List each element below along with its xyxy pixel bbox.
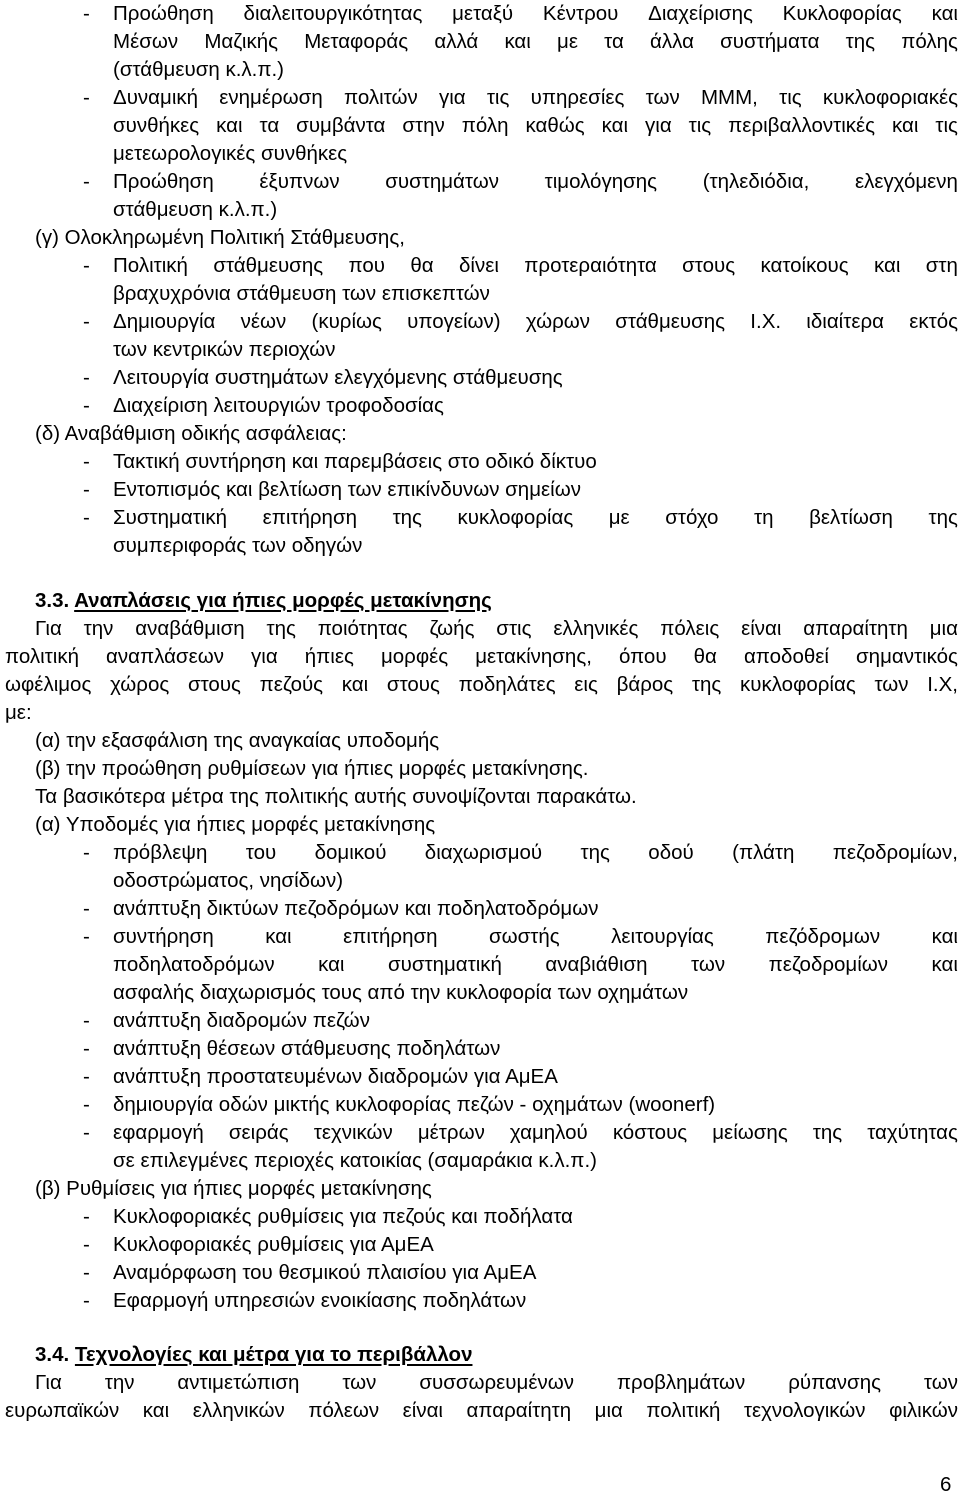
text-line: Δυναμική ενημέρωση πολιτών για τις υπηρεσίες των ΜΜΜ, τις κυκλοφοριακές — [113, 86, 958, 109]
text-line: σε επιλεγμένες περιοχές κατοικίας (σαμαράκια κ.λ.π.) — [113, 1149, 597, 1172]
text-line: Δημιουργία νέων (κυρίως υπογείων) χώρων στάθμευσης Ι.Χ. ιδιαίτερα εκτός — [113, 310, 958, 333]
text-line: (α) την εξασφάλιση της αναγκαίας υποδομής — [35, 729, 440, 752]
text-line: ανάπτυξη δικτύων πεζοδρόμων και ποδηλατοδρόμων — [113, 897, 599, 920]
text-line: (στάθμευση κ.λ.π.) — [113, 58, 285, 81]
text-line: Τακτική συντήρηση και παρεμβάσεις στο οδικό δίκτυο — [113, 450, 597, 473]
section-heading — [35, 587, 492, 615]
text-line: ωφέλιμος χώρος στους πεζούς και στους ποδηλάτες εις βάρος της κυκλοφορίας των Ι.Χ, — [5, 673, 958, 696]
bullet-dash: - — [83, 1261, 90, 1284]
text-line: (γ) Ολοκληρωμένη Πολιτική Στάθμευσης, — [35, 226, 405, 249]
text-line: των κεντρικών περιοχών — [113, 338, 336, 361]
bullet-dash: - — [83, 394, 90, 417]
text-line: βραχυχρόνια στάθμευση των επισκεπτών — [113, 282, 490, 305]
bullet-dash: - — [83, 1065, 90, 1088]
text-line: Πολιτική στάθμευσης που θα δίνει προτεραιότητα στους κατοίκους και στη — [113, 254, 958, 277]
text-line: (α) Υποδομές για ήπιες μορφές μετακίνησης — [35, 813, 436, 836]
text-line: εφαρμογή σειράς τεχνικών μέτρων χαμηλού κόστους μείωσης της ταχύτητας — [113, 1121, 958, 1144]
section-number: 3.4. — [35, 1343, 70, 1366]
text-line: Μέσων Μαζικής Μεταφοράς αλλά και με τα άλλα συστήματα της πόλης — [113, 30, 958, 53]
text-line: Για την αναβάθμιση της ποιότητας ζωής στις ελληνικές πόλεις είναι απαραίτητη μια — [35, 617, 958, 640]
text-line: συνθήκες και τα συμβάντα στην πόλη καθώς και για τις περιβαλλοντικές και τις — [113, 114, 958, 137]
text-line: Τα βασικότερα μέτρα της πολιτικής αυτής συνοψίζονται παρακάτω. — [35, 785, 637, 808]
text-line: ανάπτυξη θέσεων στάθμευσης ποδηλάτων — [113, 1037, 501, 1060]
bullet-dash: - — [83, 86, 90, 109]
text-line: (β) Ρυθμίσεις για ήπιες μορφές μετακίνησης — [35, 1177, 432, 1200]
text-line: Εντοπισμός και βελτίωση των επικίνδυνων σημείων — [113, 478, 581, 501]
text-line: πρόβλεψη του δομικού διαχωρισμού της οδού (πλάτη πεζοδρομίων, — [113, 841, 958, 864]
text-line: πολιτική αναπλάσεων για ήπιες μορφές μετακίνησης, όπου θα αποδοθεί σημαντικός — [5, 645, 958, 668]
text-line: ευρωπαϊκών και ελληνικών πόλεων είναι απαραίτητη μια πολιτική τεχνολογικών φιλικών — [5, 1399, 958, 1422]
bullet-dash: - — [83, 1037, 90, 1060]
bullet-dash: - — [83, 1093, 90, 1116]
text-line: (δ) Αναβάθμιση οδικής ασφάλειας: — [35, 422, 347, 445]
text-line: Κυκλοφοριακές ρυθμίσεις για ΑμΕΑ — [113, 1233, 434, 1256]
text-line: Προώθηση έξυπνων συστημάτων τιμολόγησης (τηλεδιόδια, ελεγχόμενη — [113, 170, 958, 193]
text-line: ανάπτυξη διαδρομών πεζών — [113, 1009, 370, 1032]
text-line: Για την αντιμετώπιση των συσσωρευμένων προβλημάτων ρύπανσης των — [35, 1371, 958, 1394]
bullet-dash: - — [83, 506, 90, 529]
text-line: μετεωρολογικές συνθήκες — [113, 142, 348, 165]
text-line: ασφαλής διαχωρισμός τους από την κυκλοφορία των οχημάτων — [113, 981, 689, 1004]
text-line: Συστηματική επιτήρηση της κυκλοφορίας με στόχο τη βελτίωση της — [113, 506, 958, 529]
section-title: Αναπλάσεις για ήπιες μορφές μετακίνησης — [74, 589, 492, 612]
bullet-dash: - — [83, 1289, 90, 1312]
section-heading — [35, 1341, 472, 1369]
bullet-dash: - — [83, 1233, 90, 1256]
bullet-dash: - — [83, 841, 90, 864]
text-line: Διαχείριση λειτουργιών τροφοδοσίας — [113, 394, 444, 417]
text-line: Κυκλοφοριακές ρυθμίσεις για πεζούς και ποδήλατα — [113, 1205, 573, 1228]
bullet-dash: - — [83, 1121, 90, 1144]
text-line: ανάπτυξη προστατευμένων διαδρομών για ΑμΕΑ — [113, 1065, 558, 1088]
bullet-dash: - — [83, 897, 90, 920]
page-number: 6 — [940, 1473, 952, 1496]
text-line: (β) την προώθηση ρυθμίσεων για ήπιες μορφές μετακίνησης. — [35, 757, 589, 780]
text-line: στάθμευση κ.λ.π.) — [113, 198, 278, 221]
bullet-dash: - — [83, 366, 90, 389]
text-line: δημιουργία οδών μικτής κυκλοφορίας πεζών - οχημάτων (woonerf) — [113, 1093, 716, 1116]
bullet-dash: - — [83, 254, 90, 277]
bullet-dash: - — [83, 310, 90, 333]
section-title: Τεχνολογίες και μέτρα για το περιβάλλον — [74, 1343, 473, 1366]
bullet-dash: - — [83, 2, 90, 25]
text-line: συμπεριφοράς των οδηγών — [113, 534, 363, 557]
bullet-dash: - — [83, 170, 90, 193]
text-line: ποδηλατοδρόμων και συστηματική αναβιάθιση των πεζοδρομίων και — [113, 953, 958, 976]
section-number: 3.3. — [35, 589, 70, 612]
bullet-dash: - — [83, 450, 90, 473]
text-line: συντήρηση και επιτήρηση σωστής λειτουργίας πεζόδρομων και — [113, 925, 958, 948]
bullet-dash: - — [83, 1009, 90, 1032]
bullet-dash: - — [83, 1205, 90, 1228]
text-line: Εφαρμογή υπηρεσιών ενοικίασης ποδηλάτων — [113, 1289, 527, 1312]
text-line: οδοστρώματος, νησίδων) — [113, 869, 344, 892]
text-line: Προώθηση διαλειτουργικότητας μεταξύ Κέντρου Διαχείρισης Κυκλοφορίας και — [113, 2, 958, 25]
text-line: Λειτουργία συστημάτων ελεγχόμενης στάθμευσης — [113, 366, 563, 389]
bullet-dash: - — [83, 478, 90, 501]
bullet-dash: - — [83, 925, 90, 948]
text-line: Αναμόρφωση του θεσμικού πλαισίου για ΑμΕΑ — [113, 1261, 537, 1284]
text-line: με: — [5, 701, 32, 724]
